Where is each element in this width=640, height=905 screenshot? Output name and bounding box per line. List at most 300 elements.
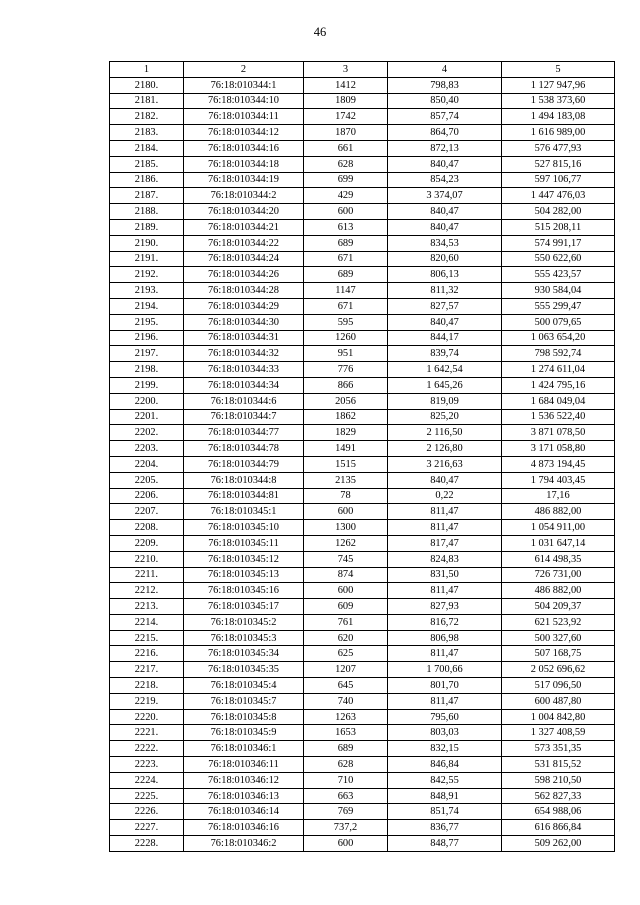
value-cell: 1 447 476,03 (502, 188, 615, 204)
row-number-cell: 2203. (110, 441, 184, 457)
value-cell: 3 171 058,80 (502, 441, 615, 457)
table-row (110, 172, 615, 188)
value-cell: 1 538 373,60 (502, 93, 615, 109)
value-cell: 654 988,06 (502, 804, 615, 820)
cadastral-number-cell: 76:18:010345:35 (184, 662, 304, 678)
table-row (110, 441, 615, 457)
rate-cell: 844,17 (388, 330, 502, 346)
value-cell: 1 616 989,00 (502, 125, 615, 141)
rate-cell: 811,47 (388, 583, 502, 599)
value-cell: 1 424 795,16 (502, 377, 615, 393)
row-number-cell: 2182. (110, 109, 184, 125)
rate-cell: 827,57 (388, 298, 502, 314)
area-cell: 600 (304, 204, 388, 220)
column-header-3: 3 (304, 62, 388, 78)
row-number-cell: 2206. (110, 488, 184, 504)
cadastral-number-cell: 76:18:010344:11 (184, 109, 304, 125)
cadastral-number-cell: 76:18:010344:28 (184, 283, 304, 299)
value-cell: 614 498,35 (502, 551, 615, 567)
rate-cell: 801,70 (388, 678, 502, 694)
row-number-cell: 2217. (110, 662, 184, 678)
cadastral-number-cell: 76:18:010346:13 (184, 788, 304, 804)
value-cell: 597 106,77 (502, 172, 615, 188)
value-cell: 504 209,37 (502, 599, 615, 615)
cadastral-number-cell: 76:18:010345:13 (184, 567, 304, 583)
table-row (110, 346, 615, 362)
value-cell: 555 423,57 (502, 267, 615, 283)
row-number-cell: 2202. (110, 425, 184, 441)
row-number-cell: 2226. (110, 804, 184, 820)
table-row (110, 599, 615, 615)
rate-cell: 854,23 (388, 172, 502, 188)
area-cell: 2135 (304, 472, 388, 488)
row-number-cell: 2204. (110, 456, 184, 472)
rate-cell: 1 642,54 (388, 362, 502, 378)
cadastral-number-cell: 76:18:010345:9 (184, 725, 304, 741)
row-number-cell: 2222. (110, 741, 184, 757)
cadastral-number-cell: 76:18:010346:2 (184, 836, 304, 852)
area-cell: 699 (304, 172, 388, 188)
rate-cell: 836,77 (388, 820, 502, 836)
area-cell: 1300 (304, 520, 388, 536)
area-cell: 645 (304, 678, 388, 694)
area-cell: 620 (304, 630, 388, 646)
value-cell: 1 063 654,20 (502, 330, 615, 346)
row-number-cell: 2200. (110, 393, 184, 409)
cadastral-number-cell: 76:18:010344:7 (184, 409, 304, 425)
cadastral-number-cell: 76:18:010346:16 (184, 820, 304, 836)
rate-cell: 3 216,63 (388, 456, 502, 472)
cadastral-number-cell: 76:18:010345:16 (184, 583, 304, 599)
value-cell: 562 827,33 (502, 788, 615, 804)
row-number-cell: 2181. (110, 93, 184, 109)
cadastral-number-cell: 76:18:010344:12 (184, 125, 304, 141)
area-cell: 78 (304, 488, 388, 504)
row-number-cell: 2188. (110, 204, 184, 220)
value-cell: 930 584,04 (502, 283, 615, 299)
area-cell: 1412 (304, 77, 388, 93)
table-row (110, 235, 615, 251)
row-number-cell: 2219. (110, 693, 184, 709)
value-cell: 550 622,60 (502, 251, 615, 267)
value-cell: 598 210,50 (502, 772, 615, 788)
area-cell: 689 (304, 741, 388, 757)
row-number-cell: 2211. (110, 567, 184, 583)
table-row (110, 836, 615, 852)
table-row (110, 77, 615, 93)
area-cell: 600 (304, 583, 388, 599)
rate-cell: 840,47 (388, 472, 502, 488)
row-number-cell: 2191. (110, 251, 184, 267)
row-number-cell: 2224. (110, 772, 184, 788)
table-body (110, 77, 615, 851)
table-row (110, 567, 615, 583)
table-row (110, 520, 615, 536)
area-cell: 1653 (304, 725, 388, 741)
value-cell: 555 299,47 (502, 298, 615, 314)
area-cell: 625 (304, 646, 388, 662)
rate-cell: 851,74 (388, 804, 502, 820)
area-cell: 710 (304, 772, 388, 788)
row-number-cell: 2223. (110, 757, 184, 773)
area-cell: 1515 (304, 456, 388, 472)
table-row (110, 757, 615, 773)
cadastral-number-cell: 76:18:010345:2 (184, 614, 304, 630)
rate-cell: 840,47 (388, 204, 502, 220)
table-row (110, 788, 615, 804)
cadastral-number-cell: 76:18:010344:18 (184, 156, 304, 172)
row-number-cell: 2227. (110, 820, 184, 836)
rate-cell: 819,09 (388, 393, 502, 409)
cadastral-number-cell: 76:18:010344:19 (184, 172, 304, 188)
table-row (110, 140, 615, 156)
rate-cell: 824,83 (388, 551, 502, 567)
value-cell: 726 731,00 (502, 567, 615, 583)
area-cell: 613 (304, 219, 388, 235)
rate-cell: 831,50 (388, 567, 502, 583)
area-cell: 600 (304, 836, 388, 852)
rate-cell: 825,20 (388, 409, 502, 425)
row-number-cell: 2193. (110, 283, 184, 299)
cadastral-number-cell: 76:18:010345:17 (184, 599, 304, 615)
page-number: 46 (313, 25, 327, 39)
column-header-5: 5 (502, 62, 615, 78)
row-number-cell: 2212. (110, 583, 184, 599)
table-row (110, 125, 615, 141)
cadastral-number-cell: 76:18:010346:11 (184, 757, 304, 773)
cadastral-number-cell: 76:18:010344:8 (184, 472, 304, 488)
cadastral-number-cell: 76:18:010344:24 (184, 251, 304, 267)
rate-cell: 795,60 (388, 709, 502, 725)
value-cell: 2 052 696,62 (502, 662, 615, 678)
cadastral-number-cell: 76:18:010344:16 (184, 140, 304, 156)
value-cell: 507 168,75 (502, 646, 615, 662)
value-cell: 573 351,35 (502, 741, 615, 757)
rate-cell: 846,84 (388, 757, 502, 773)
cadastral-number-cell: 76:18:010344:20 (184, 204, 304, 220)
cadastral-number-cell: 76:18:010344:21 (184, 219, 304, 235)
value-cell: 1 536 522,40 (502, 409, 615, 425)
rate-cell: 848,91 (388, 788, 502, 804)
rate-cell: 0,22 (388, 488, 502, 504)
table-row (110, 393, 615, 409)
value-cell: 1 327 408,59 (502, 725, 615, 741)
value-cell: 576 477,93 (502, 140, 615, 156)
rate-cell: 820,60 (388, 251, 502, 267)
row-number-cell: 2216. (110, 646, 184, 662)
table-row (110, 456, 615, 472)
row-number-cell: 2215. (110, 630, 184, 646)
row-number-cell: 2225. (110, 788, 184, 804)
rate-cell: 848,77 (388, 836, 502, 852)
table-row (110, 267, 615, 283)
table-row (110, 109, 615, 125)
row-number-cell: 2180. (110, 77, 184, 93)
value-cell: 531 815,52 (502, 757, 615, 773)
rate-cell: 864,70 (388, 125, 502, 141)
table-row (110, 204, 615, 220)
row-number-cell: 2190. (110, 235, 184, 251)
area-cell: 1491 (304, 441, 388, 457)
table-row (110, 504, 615, 520)
row-number-cell: 2205. (110, 472, 184, 488)
table-row (110, 298, 615, 314)
value-cell: 509 262,00 (502, 836, 615, 852)
table-row (110, 820, 615, 836)
cadastral-number-cell: 76:18:010344:32 (184, 346, 304, 362)
rate-cell: 832,15 (388, 741, 502, 757)
rate-cell: 817,47 (388, 535, 502, 551)
table-row (110, 725, 615, 741)
cadastral-number-cell: 76:18:010344:2 (184, 188, 304, 204)
rate-cell: 3 374,07 (388, 188, 502, 204)
value-cell: 1 127 947,96 (502, 77, 615, 93)
value-cell: 621 523,92 (502, 614, 615, 630)
cadastral-number-cell: 76:18:010346:1 (184, 741, 304, 757)
row-number-cell: 2197. (110, 346, 184, 362)
area-cell: 628 (304, 757, 388, 773)
value-cell: 616 866,84 (502, 820, 615, 836)
cadastral-number-cell: 76:18:010344:81 (184, 488, 304, 504)
value-cell: 1 684 049,04 (502, 393, 615, 409)
cadastral-number-cell: 76:18:010344:10 (184, 93, 304, 109)
table-row (110, 662, 615, 678)
cadastral-number-cell: 76:18:010345:8 (184, 709, 304, 725)
table-row (110, 488, 615, 504)
area-cell: 1809 (304, 93, 388, 109)
row-number-cell: 2198. (110, 362, 184, 378)
row-number-cell: 2195. (110, 314, 184, 330)
area-cell: 769 (304, 804, 388, 820)
column-header-2: 2 (184, 62, 304, 78)
rate-cell: 806,98 (388, 630, 502, 646)
table-row (110, 693, 615, 709)
value-cell: 515 208,11 (502, 219, 615, 235)
cadastral-number-cell: 76:18:010345:11 (184, 535, 304, 551)
header-row (110, 62, 615, 78)
row-number-cell: 2210. (110, 551, 184, 567)
rate-cell: 811,32 (388, 283, 502, 299)
rate-cell: 840,47 (388, 219, 502, 235)
table-row (110, 219, 615, 235)
table-row (110, 583, 615, 599)
row-number-cell: 2189. (110, 219, 184, 235)
area-cell: 600 (304, 504, 388, 520)
rate-cell: 811,47 (388, 504, 502, 520)
row-number-cell: 2186. (110, 172, 184, 188)
rate-cell: 811,47 (388, 693, 502, 709)
area-cell: 595 (304, 314, 388, 330)
table-row (110, 772, 615, 788)
row-number-cell: 2192. (110, 267, 184, 283)
table-row (110, 156, 615, 172)
row-number-cell: 2196. (110, 330, 184, 346)
row-number-cell: 2194. (110, 298, 184, 314)
cadastral-number-cell: 76:18:010344:33 (184, 362, 304, 378)
rate-cell: 842,55 (388, 772, 502, 788)
table-row (110, 409, 615, 425)
table-row (110, 614, 615, 630)
cadastral-number-cell: 76:18:010345:12 (184, 551, 304, 567)
value-cell: 798 592,74 (502, 346, 615, 362)
area-cell: 874 (304, 567, 388, 583)
cadastral-number-cell: 76:18:010344:6 (184, 393, 304, 409)
table-row (110, 804, 615, 820)
row-number-cell: 2209. (110, 535, 184, 551)
cadastral-number-cell: 76:18:010345:10 (184, 520, 304, 536)
table-row (110, 678, 615, 694)
column-header-1: 1 (110, 62, 184, 78)
area-cell: 776 (304, 362, 388, 378)
row-number-cell: 2208. (110, 520, 184, 536)
row-number-cell: 2213. (110, 599, 184, 615)
area-cell: 1829 (304, 425, 388, 441)
area-cell: 671 (304, 298, 388, 314)
value-cell: 504 282,00 (502, 204, 615, 220)
value-cell: 1 794 403,45 (502, 472, 615, 488)
rate-cell: 872,13 (388, 140, 502, 156)
area-cell: 689 (304, 235, 388, 251)
area-cell: 429 (304, 188, 388, 204)
rate-cell: 2 116,50 (388, 425, 502, 441)
cadastral-number-cell: 76:18:010346:14 (184, 804, 304, 820)
value-cell: 17,16 (502, 488, 615, 504)
rate-cell: 857,74 (388, 109, 502, 125)
row-number-cell: 2199. (110, 377, 184, 393)
table-row (110, 314, 615, 330)
value-cell: 500 079,65 (502, 314, 615, 330)
rate-cell: 811,47 (388, 520, 502, 536)
value-cell: 1 274 611,04 (502, 362, 615, 378)
area-cell: 745 (304, 551, 388, 567)
area-cell: 2056 (304, 393, 388, 409)
row-number-cell: 2201. (110, 409, 184, 425)
table-row (110, 377, 615, 393)
value-cell: 517 096,50 (502, 678, 615, 694)
area-cell: 737,2 (304, 820, 388, 836)
area-cell: 661 (304, 140, 388, 156)
cadastral-number-cell: 76:18:010345:7 (184, 693, 304, 709)
rate-cell: 1 700,66 (388, 662, 502, 678)
area-cell: 1262 (304, 535, 388, 551)
table-row (110, 93, 615, 109)
value-cell: 500 327,60 (502, 630, 615, 646)
cadastral-number-cell: 76:18:010345:34 (184, 646, 304, 662)
cadastral-number-cell: 76:18:010344:1 (184, 77, 304, 93)
cadastral-number-cell: 76:18:010346:12 (184, 772, 304, 788)
value-cell: 3 871 078,50 (502, 425, 615, 441)
table-row (110, 472, 615, 488)
value-cell: 486 882,00 (502, 583, 615, 599)
row-number-cell: 2214. (110, 614, 184, 630)
value-cell: 574 991,17 (502, 235, 615, 251)
row-number-cell: 2187. (110, 188, 184, 204)
row-number-cell: 2185. (110, 156, 184, 172)
rate-cell: 827,93 (388, 599, 502, 615)
value-cell: 1 054 911,00 (502, 520, 615, 536)
area-cell: 1207 (304, 662, 388, 678)
table-row (110, 188, 615, 204)
rate-cell: 803,03 (388, 725, 502, 741)
row-number-cell: 2228. (110, 836, 184, 852)
data-table (109, 61, 615, 852)
area-cell: 1862 (304, 409, 388, 425)
row-number-cell: 2184. (110, 140, 184, 156)
cadastral-number-cell: 76:18:010345:4 (184, 678, 304, 694)
rate-cell: 839,74 (388, 346, 502, 362)
table-row (110, 362, 615, 378)
area-cell: 1260 (304, 330, 388, 346)
row-number-cell: 2221. (110, 725, 184, 741)
table-row (110, 535, 615, 551)
value-cell: 4 873 194,45 (502, 456, 615, 472)
cadastral-number-cell: 76:18:010344:30 (184, 314, 304, 330)
rate-cell: 840,47 (388, 314, 502, 330)
area-cell: 1147 (304, 283, 388, 299)
table-row (110, 425, 615, 441)
area-cell: 1263 (304, 709, 388, 725)
rate-cell: 816,72 (388, 614, 502, 630)
table-row (110, 646, 615, 662)
rate-cell: 840,47 (388, 156, 502, 172)
area-cell: 628 (304, 156, 388, 172)
cadastral-number-cell: 76:18:010344:34 (184, 377, 304, 393)
cadastral-number-cell: 76:18:010344:31 (184, 330, 304, 346)
area-cell: 1742 (304, 109, 388, 125)
rate-cell: 1 645,26 (388, 377, 502, 393)
row-number-cell: 2207. (110, 504, 184, 520)
table-row (110, 741, 615, 757)
value-cell: 486 882,00 (502, 504, 615, 520)
rate-cell: 798,83 (388, 77, 502, 93)
value-cell: 527 815,16 (502, 156, 615, 172)
table-header (110, 62, 615, 78)
area-cell: 740 (304, 693, 388, 709)
rate-cell: 850,40 (388, 93, 502, 109)
area-cell: 671 (304, 251, 388, 267)
rate-cell: 811,47 (388, 646, 502, 662)
value-cell: 600 487,80 (502, 693, 615, 709)
area-cell: 689 (304, 267, 388, 283)
rate-cell: 2 126,80 (388, 441, 502, 457)
rate-cell: 806,13 (388, 267, 502, 283)
value-cell: 1 004 842,80 (502, 709, 615, 725)
area-cell: 609 (304, 599, 388, 615)
area-cell: 761 (304, 614, 388, 630)
cadastral-number-cell: 76:18:010344:29 (184, 298, 304, 314)
row-number-cell: 2218. (110, 678, 184, 694)
cadastral-number-cell: 76:18:010344:22 (184, 235, 304, 251)
table-row (110, 630, 615, 646)
row-number-cell: 2183. (110, 125, 184, 141)
table-row (110, 283, 615, 299)
rate-cell: 834,53 (388, 235, 502, 251)
value-cell: 1 031 647,14 (502, 535, 615, 551)
cadastral-number-cell: 76:18:010344:77 (184, 425, 304, 441)
table-row (110, 709, 615, 725)
cadastral-number-cell: 76:18:010344:78 (184, 441, 304, 457)
table-row (110, 251, 615, 267)
area-cell: 1870 (304, 125, 388, 141)
column-header-4: 4 (388, 62, 502, 78)
cadastral-number-cell: 76:18:010345:3 (184, 630, 304, 646)
area-cell: 866 (304, 377, 388, 393)
table-row (110, 551, 615, 567)
table-row (110, 330, 615, 346)
area-cell: 663 (304, 788, 388, 804)
area-cell: 951 (304, 346, 388, 362)
value-cell: 1 494 183,08 (502, 109, 615, 125)
